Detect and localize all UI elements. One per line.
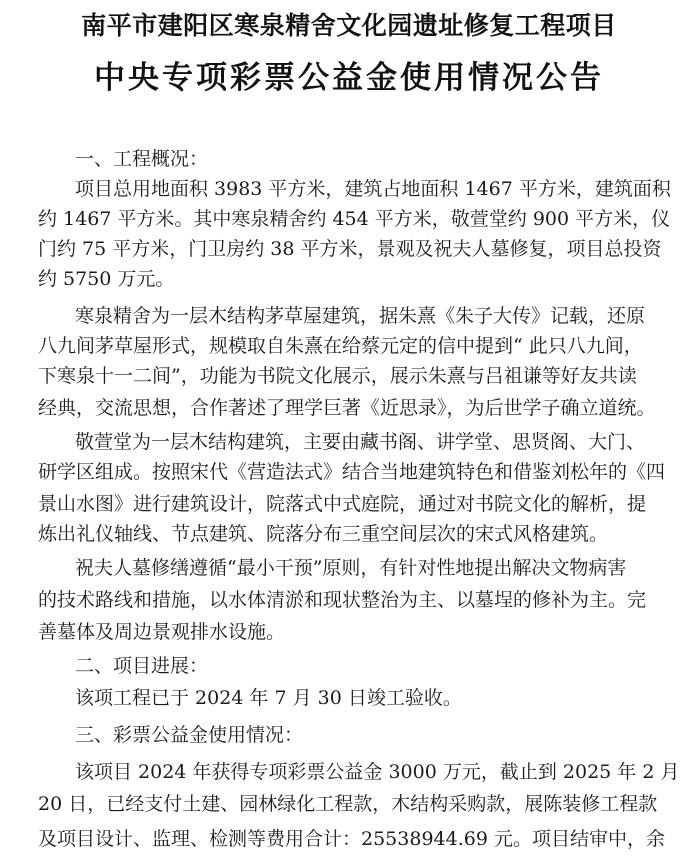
section-1-para-1-line-4: 约 5750 万元。 <box>38 268 175 290</box>
section-1-para-3-line-3: 景山水图》进行建筑设计，院落式中式庭院，通过对书院文化的解析，提 <box>38 493 647 515</box>
document-title-line-2: 中央专项彩票公益金使用情况公告 <box>94 60 604 96</box>
section-3-para-1-line-3: 及项目设计、监理、检测等费用合计：25538944.69 元。项目结审中，余 <box>38 828 665 850</box>
section-2-heading: 二、项目进展： <box>75 655 209 677</box>
section-1-para-4-line-3: 善墓体及周边景观排水设施。 <box>38 621 286 643</box>
section-1-para-3-line-1: 敬萱堂为一层木结构建筑，主要由藏书阁、讲学堂、思贤阁、大门、 <box>75 431 646 453</box>
section-3-para-1-line-1: 该项目 2024 年获得专项彩票公益金 3000 万元，截止到 2025 年 2 月 <box>75 761 680 783</box>
section-1-para-1-line-1: 项目总用地面积 3983 平方米，建筑占地面积 1467 平方米，建筑面积 <box>75 178 671 200</box>
section-1-para-2-line-1: 寒泉精舍为一层木结构茅草屋建筑，据朱熹《朱子大传》记载，还原 <box>75 305 646 327</box>
section-3-heading: 三、彩票公益金使用情况： <box>75 724 304 746</box>
document-title-line-1: 南平市建阳区寒泉精舍文化园遗址修复工程项目 <box>81 11 617 40</box>
section-1-para-3-line-2: 研学区组成。按照宋代《营造法式》结合当地建筑特色和借鉴刘松年的《四 <box>38 461 666 483</box>
section-1-para-2-line-2: 八九间茅草屋形式，规模取自朱熹在给蔡元定的信中提到“ 此只八九间， <box>38 335 643 357</box>
section-2-para-1: 该项工程已于 2024 年 7 月 30 日竣工验收。 <box>75 687 462 709</box>
section-1-para-2-line-3: 下寒泉十一二间”，功能为书院文化展示，展示朱熹与吕祖谦等好友共读 <box>38 365 637 387</box>
section-1-para-1-line-2: 约 1467 平方米。其中寒泉精舍约 454 平方米，敬萱堂约 900 平方米，仪 <box>38 208 671 230</box>
section-3-para-1-line-2: 20 日，已经支付土建、园林绿化工程款，木结构采购款，展陈装修工程款 <box>38 793 658 815</box>
section-1-heading: 一、工程概况： <box>75 148 209 170</box>
section-1-para-3-line-4: 炼出礼仪轴线、节点建筑、院落分布三重空间层次的宋式风格建筑。 <box>38 523 609 545</box>
section-1-para-1-line-3: 门约 75 平方米，门卫房约 38 平方米，景观及祝夫人墓修复，项目总投资 <box>38 238 662 260</box>
section-1-para-2-line-4: 经典，交流思想，合作著述了理学巨著《近思录》，为后世学子确立道统。 <box>38 397 656 419</box>
section-1-para-4-line-1: 祝夫人墓修缮遵循“最小干预”原则，有针对性地提出解决文物病害 <box>75 557 627 579</box>
section-1-para-4-line-2: 的技术路线和措施，以水体清淤和现状整治为主、以墓埕的修补为主。完 <box>38 589 647 611</box>
